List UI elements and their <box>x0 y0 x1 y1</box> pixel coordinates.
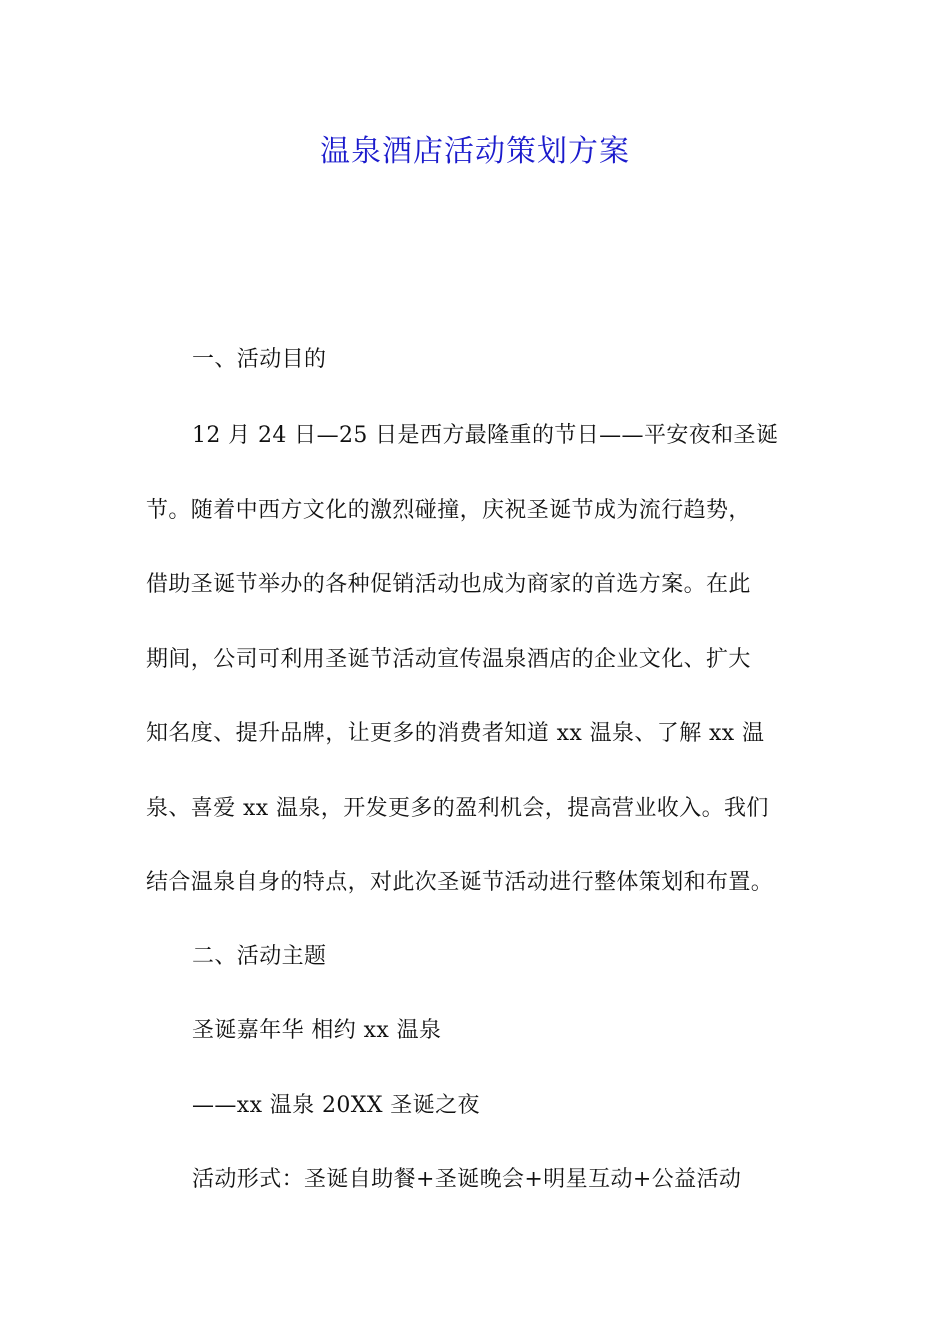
paragraph-line: 12 月 24 日—25 日是西方最隆重的节日——平安夜和圣诞 <box>192 423 779 448</box>
theme-subtitle: ——xx 温泉 20XX 圣诞之夜 <box>192 1093 480 1118</box>
paragraph-line: 结合温泉自身的特点，对此次圣诞节活动进行整体策划和布置。 <box>146 870 774 895</box>
theme-text: 圣诞嘉年华 相约 xx 温泉 <box>192 1018 442 1043</box>
paragraph-line: 借助圣诞节举办的各种促销活动也成为商家的首选方案。在此 <box>146 572 751 597</box>
paragraph-line: 知名度、提升品牌，让更多的消费者知道 xx 温泉、了解 xx 温 <box>146 721 765 746</box>
activity-form-text: 活动形式：圣诞自助餐+圣诞晚会+明星互动+公益活动 <box>192 1167 742 1192</box>
section-heading-theme: 二、活动主题 <box>192 944 327 969</box>
document-title: 温泉酒店活动策划方案 <box>320 134 630 169</box>
paragraph-line: 节。随着中西方文化的激烈碰撞，庆祝圣诞节成为流行趋势， <box>146 498 751 523</box>
section-heading-purpose: 一、活动目的 <box>192 347 327 372</box>
paragraph-line: 期间，公司可利用圣诞节活动宣传温泉酒店的企业文化、扩大 <box>146 647 751 672</box>
paragraph-line: 泉、喜爱 xx 温泉，开发更多的盈利机会，提高营业收入。我们 <box>146 796 769 821</box>
